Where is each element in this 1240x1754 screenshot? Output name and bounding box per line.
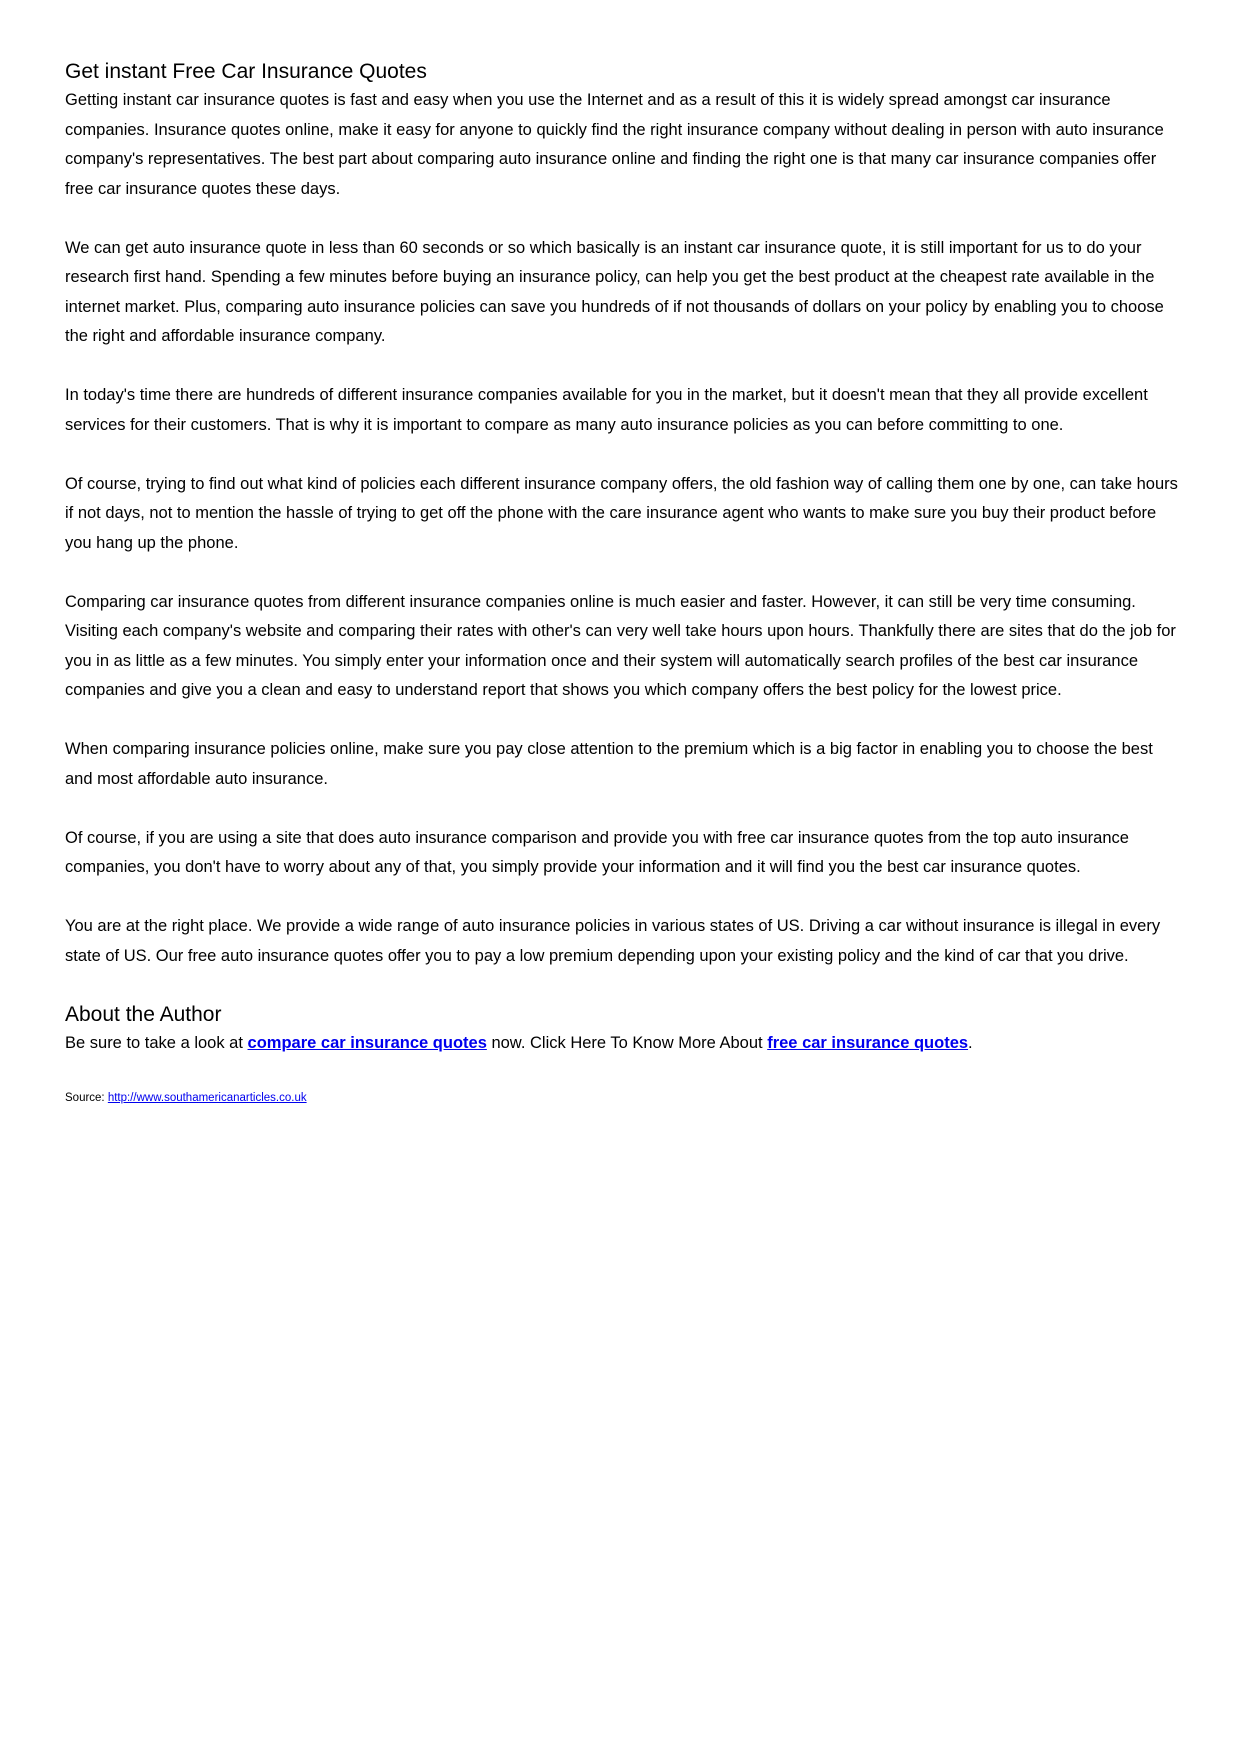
about-author-heading: About the Author [65, 1003, 222, 1026]
article-title: Get instant Free Car Insurance Quotes [65, 60, 427, 83]
source-label: Source: [65, 1092, 108, 1104]
author-bio-text-before: Be sure to take a look at [65, 1034, 248, 1052]
article-paragraph-6: When comparing insurance policies online, make sure you pay close attention to the premium which is a big factor in enabling you to choose the best and most affordable auto insurance. [65, 740, 1153, 788]
source-line [65, 1090, 1180, 1106]
article-paragraph-8: You are at the right place. We provide a wide range of auto insurance policies in various states of US. Driving a car without insurance is illegal in every state of US. Our free auto insurance quotes offer you to pay a low premium depending upon your existing policy and the kind of car that you drive. [65, 917, 1161, 965]
compare-car-insurance-quotes-link[interactable]: compare car insurance quotes [247, 1034, 487, 1052]
source-link[interactable]: http://www.southamericanarticles.co.uk [107, 1092, 307, 1104]
article-paragraph-7: Of course, if you are using a site that does auto insurance comparison and provide you with free car insurance quotes from the top auto insurance companies, you don't have to worry about any of that, you simply provide your information and it will find you the best car insurance quotes. [65, 828, 1129, 876]
article-paragraph-5: Comparing car insurance quotes from different insurance companies online is much easier and faster. However, it can still be very time consuming. Visiting each company's website and comparing their rates with other's can very well take hours upon hours. Thankfully there are sites that do the job for you in as little as a few minutes. You simply enter your information once and their system will automatically search profiles of the best car insurance companies and give you a clean and easy to understand report that shows you which company offers the best policy for the lowest price. [65, 592, 1176, 699]
article-paragraph-4: Of course, trying to find out what kind of policies each different insurance company offers, the old fashion way of calling them one by one, can take hours if not days, not to mention the hassle of trying to get off the phone with the care insurance agent who wants to make sure you buy their product before you hang up the phone. [65, 474, 1178, 552]
author-bio-text-after: . [968, 1034, 973, 1052]
author-bio-text-middle: now. Click Here To Know More About [486, 1034, 768, 1052]
author-bio [65, 1029, 1180, 1058]
article-paragraph-3: In today's time there are hundreds of different insurance companies available for you in the market, but it doesn't mean that they all provide excellent services for their customers. That is why it is important to compare as many auto insurance policies as you can before committing to one. [65, 386, 1148, 434]
article-paragraph-1: Getting instant car insurance quotes is fast and easy when you use the Internet and as a result of this it is widely spread amongst car insurance companies. Insurance quotes online, make it easy for anyone to quickly find the right insurance company without dealing in person with auto insurance company's representatives. The best part about comparing auto insurance online and finding the right one is that many car insurance companies offer free car insurance quotes these days. [65, 91, 1164, 198]
article-page [65, 58, 1180, 1106]
article-paragraph-2: We can get auto insurance quote in less than 60 seconds or so which basically is an instant car insurance quote, it is still important for us to do your research first hand. Spending a few minutes before buying an insurance policy, can help you get the best product at the cheapest rate available in the internet market. Plus, comparing auto insurance policies can save you hundreds of if not thousands of dollars on your policy by enabling you to choose the right and affordable insurance company. [65, 238, 1164, 345]
free-car-insurance-quotes-link[interactable]: free car insurance quotes [767, 1034, 969, 1052]
